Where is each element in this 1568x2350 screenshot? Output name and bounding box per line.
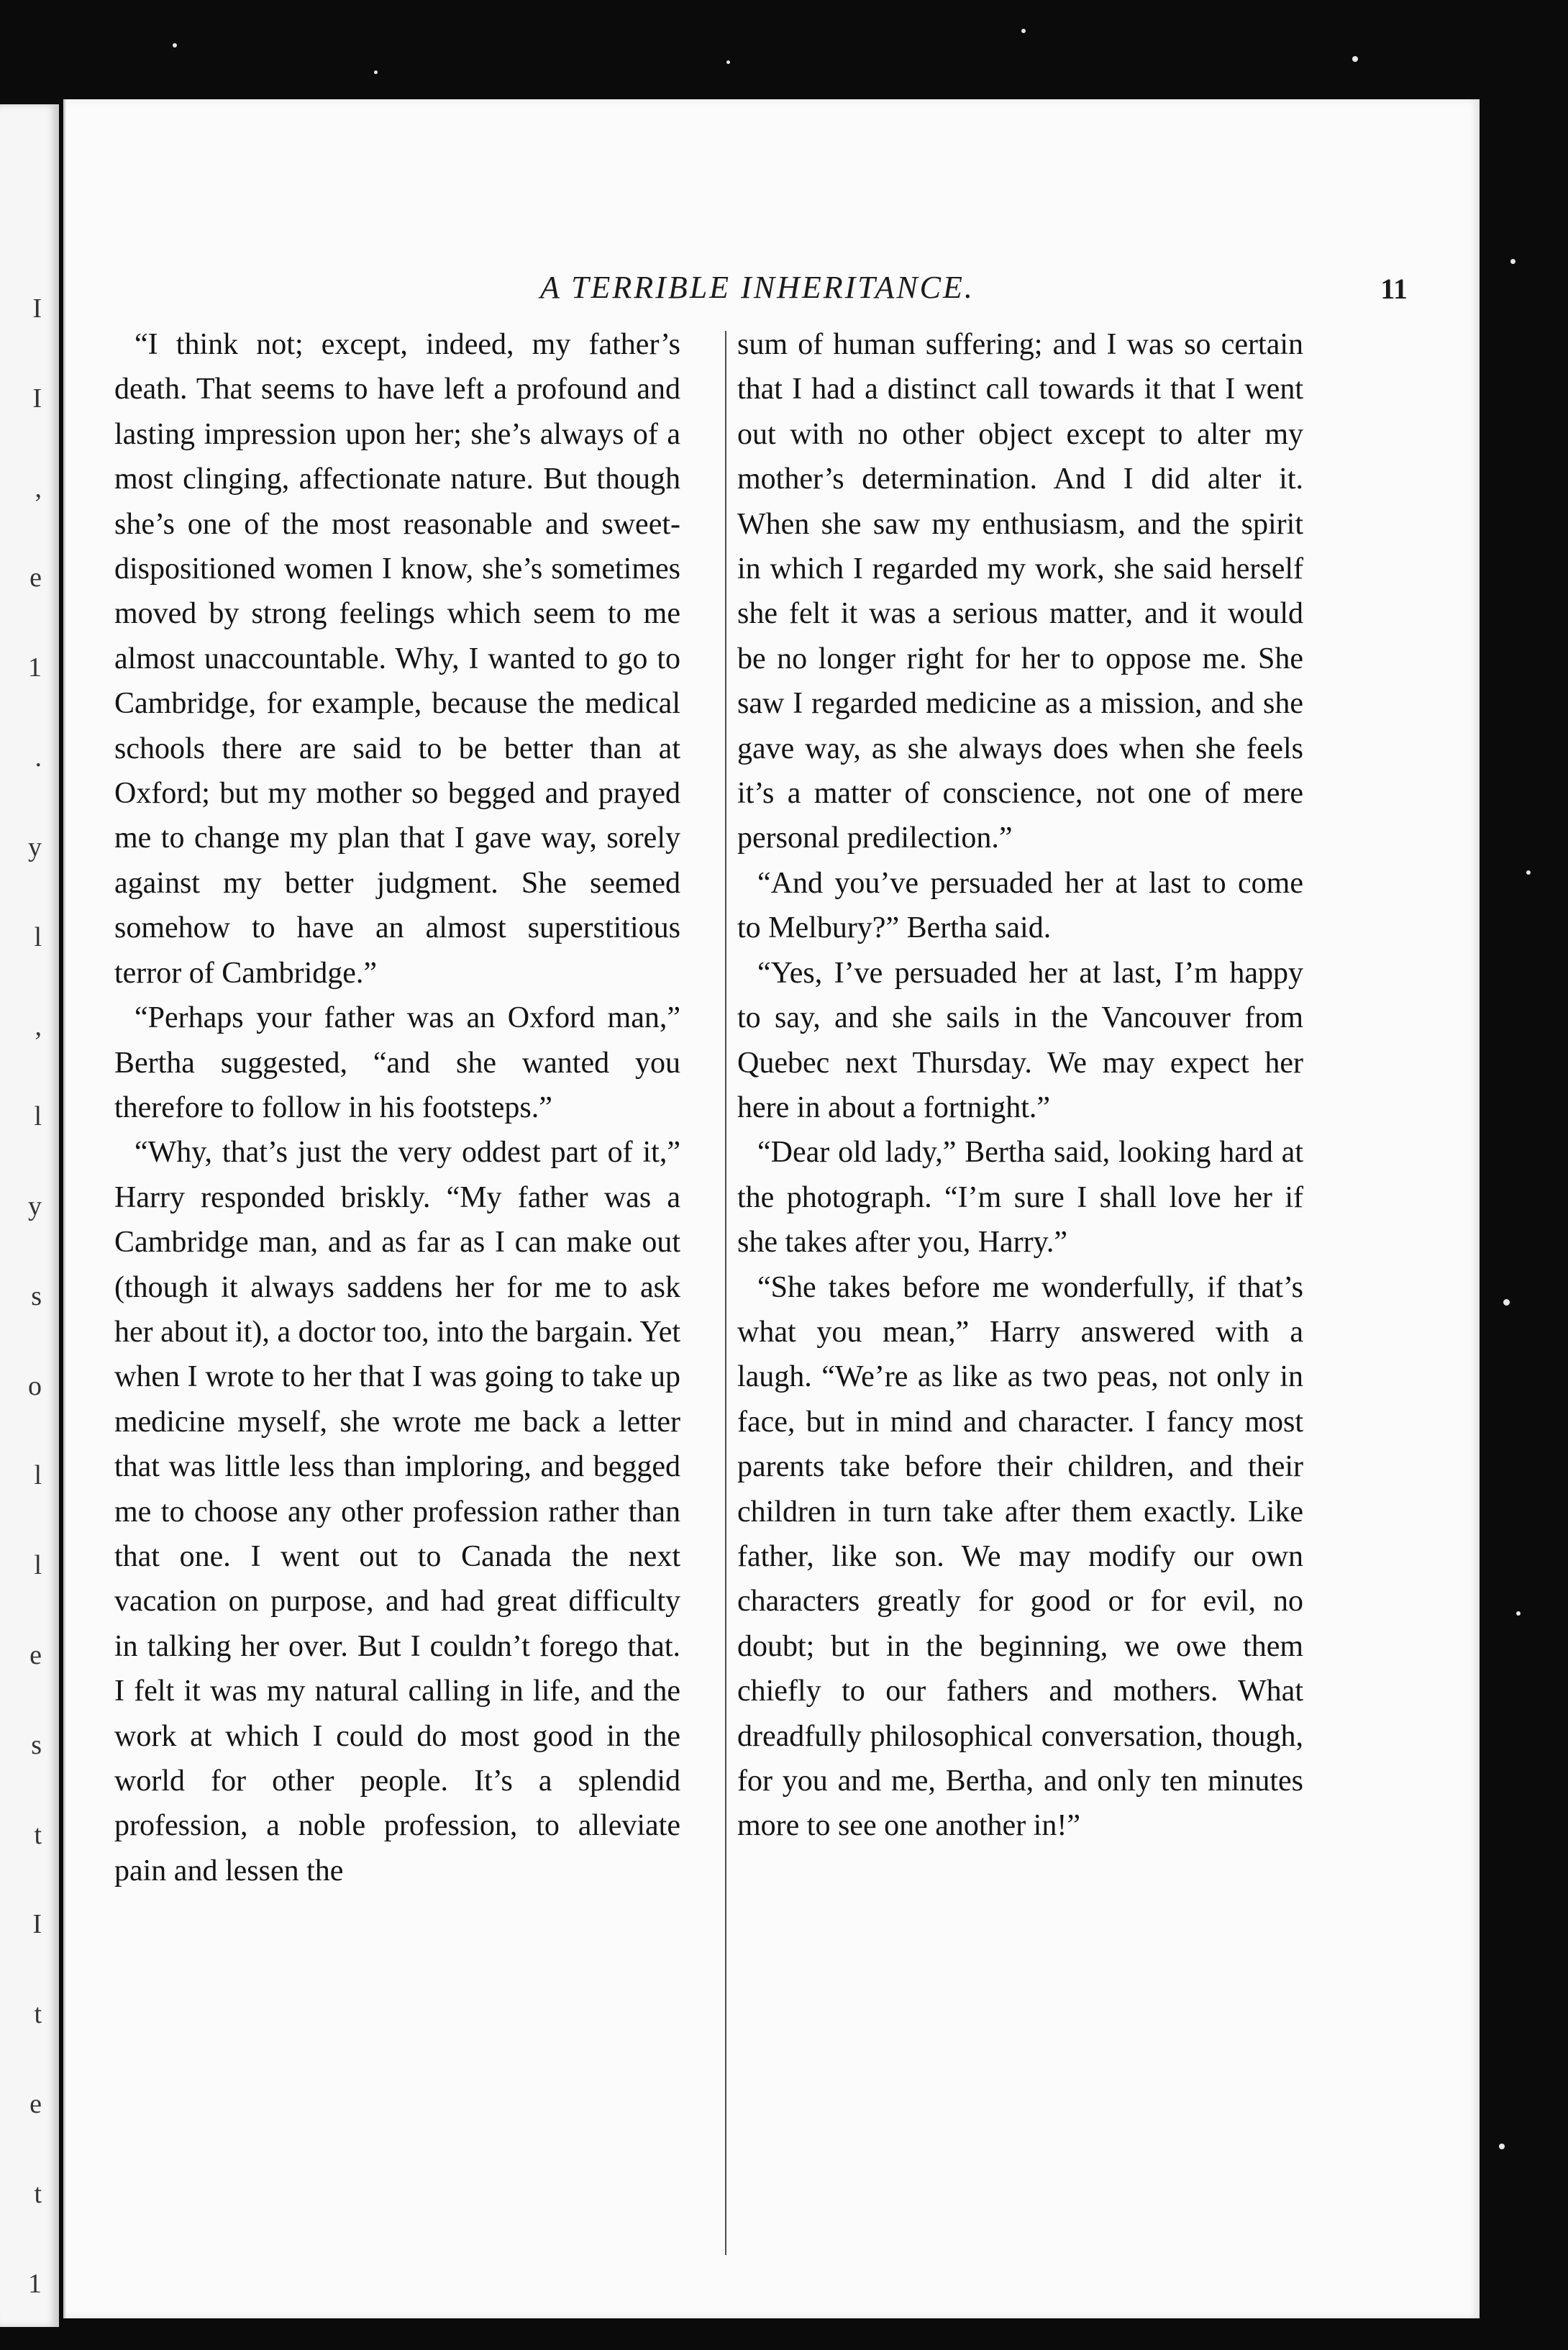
dust-speck	[374, 70, 378, 74]
facing-page-fragment: e	[29, 2089, 42, 2119]
facing-page-fragment: ,	[35, 1011, 42, 1042]
facing-page-fragment: o	[28, 1371, 42, 1401]
facing-page-fragment: l	[34, 922, 42, 952]
dust-speck	[1516, 1611, 1521, 1616]
dust-speck	[1510, 259, 1515, 264]
facing-page-fragment: e	[29, 1640, 42, 1670]
paragraph: “She takes before me wonderfully, if that’s what you mean,” Harry answered with a laugh. “We’re as like as two peas, not only in face, but in mind and character. I fancy most parents take before their children, and their children in turn take after them exactly. Like father, like son. We may modify our own characters greatly for good or for evil, no doubt; but in the beginning, we owe them chiefly to our fathers and mothers. What dreadfully philosophical conversation, though, for you and me, Bertha, and only ten minutes more to see one another in!”	[737, 1270, 1303, 1843]
paragraph: “Why, that’s just the very oddest part of it,” Harry responded briskly. “My father was a Cambridge man, and as far as I can make out (though it always saddens her for me to ask her about it), a doctor too, into the bargain. Yet when I wrote to her that I was going to take up medicine myself, she wrote me back a letter that was little less than imploring, and begged me to choose any other profession rather than that one. I went out to Canada the next vacation on purpose, and had great difficulty in talking her over. But I couldn’t forego that. I felt it was my natural calling in life, and the work at which I could do most good in the world for other people. It’s a splendid profession, a noble profession, to alleviate pain and lessen the	[114, 1136, 680, 1887]
page-header	[65, 269, 1480, 312]
facing-page-fragment: I	[32, 383, 42, 414]
facing-page-fragment: 1	[28, 2269, 42, 2299]
facing-page-edge	[0, 104, 59, 2327]
facing-page-fragment: l	[34, 1101, 42, 1131]
facing-page-fragment: ,	[35, 473, 42, 504]
book-page	[63, 99, 1480, 2318]
facing-page-fragment: t	[34, 2179, 42, 2209]
column-divider	[725, 331, 726, 2255]
text-column-left	[114, 322, 680, 1893]
dust-speck	[1352, 56, 1358, 62]
dust-speck	[726, 60, 730, 64]
dust-speck	[173, 43, 177, 47]
facing-page-fragment: l	[34, 1550, 42, 1580]
facing-page-fragment: y	[28, 832, 42, 862]
paragraph: “Perhaps your father was an Oxford man,” Bertha suggested, “and she wanted you therefore to follow in his footsteps.”	[114, 1001, 680, 1124]
paragraph: “Dear old lady,” Bertha said, looking hard at the photograph. “I’m sure I shall love her if she takes after you, Harry.”	[737, 1136, 1303, 1260]
text-column-right	[737, 322, 1303, 1849]
paragraph: sum of human suffering; and I was so certain that I had a distinct call towards it that I went out with no other object except to alter my mother’s determination. And I did alter it. When she saw my enthusiasm, and the spirit in which I regarded my work, she said herself she felt it was a serious matter, and it would be no longer right for her to oppose me. She saw I regarded medicine as a mission, and she gave way, as she always does when she feels it’s a matter of conscience, not one of mere personal predilection.”	[737, 328, 1303, 855]
paragraph: “Yes, I’ve persuaded her at last, I’m happy to say, and she sails in the Vancouver from Quebec next Thursday. We may expect her here in about a fortnight.”	[737, 956, 1303, 1124]
paragraph: “I think not; except, indeed, my father’s death. That seems to have left a profound and lasting impression upon her; she’s always of a most clinging, affectionate nature. But though she’s one of the most reasonable and sweet-dispositioned women I know, she’s sometimes moved by strong feelings which seem to me almost unaccountable. Why, I wanted to go to Cambridge, for example, because the medical schools there are said to be better than at Oxford; but my mother so begged and prayed me to change my plan that I gave way, sorely against my better judgment. She seemed somehow to have an almost superstitious terror of Cambridge.”	[114, 328, 680, 990]
dust-speck	[1503, 1299, 1510, 1306]
facing-page-fragment: .	[35, 742, 42, 773]
paragraph: “And you’ve persuaded her at last to come to Melbury?” Bertha said.	[737, 866, 1303, 945]
facing-page-fragment: e	[29, 563, 42, 593]
dust-speck	[1499, 2144, 1505, 2149]
facing-page-fragment: s	[31, 1281, 42, 1311]
running-title: A TERRIBLE INHERITANCE.	[540, 270, 975, 305]
facing-page-fragment: s	[31, 1730, 42, 1760]
facing-page-fragment: I	[32, 1909, 42, 1939]
facing-page-fragment: l	[34, 1460, 42, 1490]
dust-speck	[1526, 870, 1531, 875]
facing-page-fragment: 1	[28, 652, 42, 683]
facing-page-fragment: I	[32, 293, 42, 324]
page-number: 11	[1380, 273, 1408, 305]
facing-page-fragment: t	[34, 1820, 42, 1850]
facing-page-fragment: t	[34, 1999, 42, 2029]
dust-speck	[1021, 29, 1026, 33]
facing-page-fragment: y	[28, 1191, 42, 1221]
